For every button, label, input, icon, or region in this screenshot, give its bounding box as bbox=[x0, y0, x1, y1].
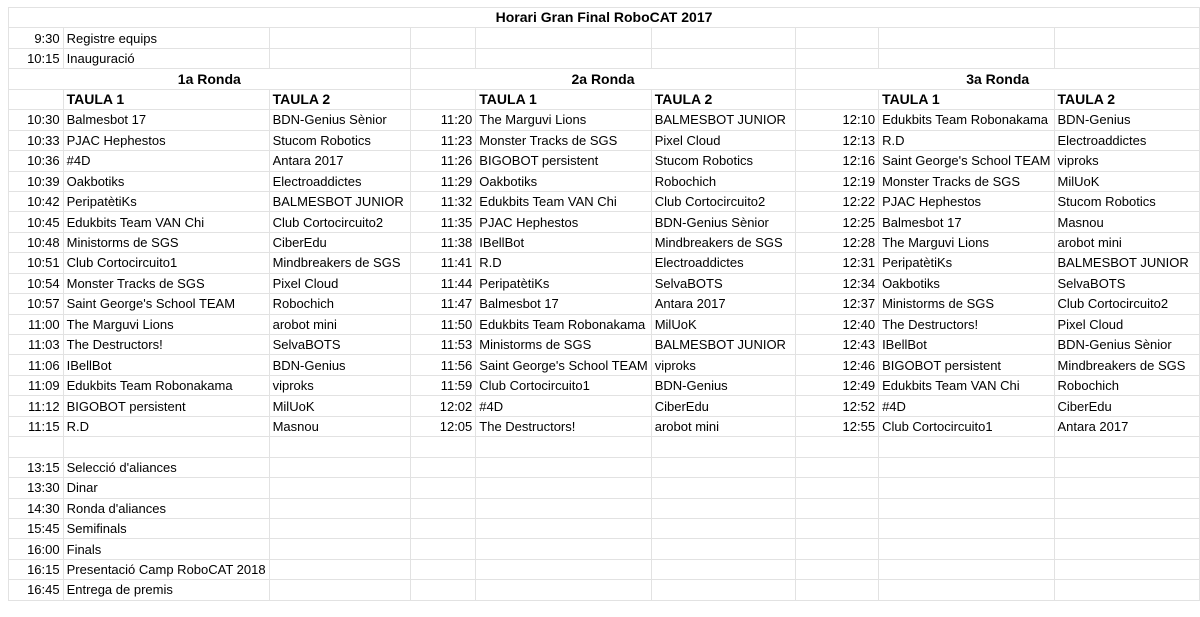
cell-time[interactable]: 14:30 bbox=[9, 498, 64, 518]
cell-team-taula-2[interactable]: BALMESBOT JUNIOR bbox=[1054, 253, 1200, 273]
cell-team-taula-1[interactable]: PJAC Hephestos bbox=[879, 191, 1054, 211]
match-row bbox=[9, 375, 1200, 395]
cell[interactable] bbox=[651, 580, 796, 600]
cell-time[interactable]: 11:47 bbox=[410, 294, 476, 314]
cell-time[interactable]: 12:49 bbox=[796, 375, 879, 395]
cell-time[interactable]: 16:15 bbox=[9, 559, 64, 579]
cell[interactable] bbox=[410, 518, 476, 538]
cell[interactable] bbox=[651, 48, 796, 68]
cell-team-taula-2[interactable]: Mindbreakers de SGS bbox=[269, 253, 410, 273]
cell[interactable] bbox=[476, 48, 651, 68]
cell-team-taula-2[interactable]: Robochich bbox=[651, 171, 796, 191]
cell-team-taula-1[interactable]: Oakbotiks bbox=[879, 273, 1054, 293]
cell-team-taula-1[interactable]: Club Cortocircuito1 bbox=[63, 253, 269, 273]
cell-team-taula-2[interactable]: Pixel Cloud bbox=[269, 273, 410, 293]
round-1-title[interactable]: 1a Ronda bbox=[9, 69, 411, 89]
cell-team-taula-2[interactable]: viproks bbox=[651, 355, 796, 375]
cell-team-taula-2[interactable]: arobot mini bbox=[269, 314, 410, 334]
cell-team-taula-1[interactable]: #4D bbox=[63, 151, 269, 171]
cell-team-taula-2[interactable]: Antara 2017 bbox=[1054, 416, 1200, 436]
cell[interactable] bbox=[410, 498, 476, 518]
cell-team-taula-2[interactable]: MilUoK bbox=[1054, 171, 1200, 191]
cell-team-taula-2[interactable]: BDN-Genius Sènior bbox=[651, 212, 796, 232]
cell[interactable] bbox=[269, 48, 410, 68]
cell[interactable] bbox=[410, 457, 476, 477]
cell[interactable] bbox=[1054, 437, 1200, 457]
cell-time[interactable]: 11:23 bbox=[410, 130, 476, 150]
cell[interactable] bbox=[796, 498, 879, 518]
cell-team-taula-1[interactable]: The Destructors! bbox=[476, 416, 651, 436]
cell[interactable] bbox=[410, 559, 476, 579]
cell-team-taula-1[interactable]: Monster Tracks de SGS bbox=[63, 273, 269, 293]
cell-time[interactable]: 11:32 bbox=[410, 191, 476, 211]
cell[interactable] bbox=[651, 457, 796, 477]
post-event-row bbox=[9, 580, 1200, 600]
cell-event[interactable]: Finals bbox=[63, 539, 269, 559]
cell-time[interactable]: 11:41 bbox=[410, 253, 476, 273]
cell-time[interactable]: 12:13 bbox=[796, 130, 879, 150]
cell-time[interactable]: 12:52 bbox=[796, 396, 879, 416]
cell-time[interactable]: 10:42 bbox=[9, 191, 64, 211]
cell-team-taula-2[interactable]: Electroaddictes bbox=[269, 171, 410, 191]
round-2-title[interactable]: 2a Ronda bbox=[410, 69, 796, 89]
cell-time[interactable]: 12:22 bbox=[796, 191, 879, 211]
cell-time[interactable]: 12:46 bbox=[796, 355, 879, 375]
cell-time[interactable]: 15:45 bbox=[9, 518, 64, 538]
cell-team-taula-2[interactable]: Robochich bbox=[1054, 375, 1200, 395]
taula-header-row bbox=[9, 89, 1200, 109]
cell-team-taula-1[interactable]: PJAC Hephestos bbox=[63, 130, 269, 150]
cell[interactable] bbox=[879, 580, 1054, 600]
cell-team-taula-2[interactable]: viproks bbox=[1054, 151, 1200, 171]
cell[interactable] bbox=[269, 457, 410, 477]
cell-team-taula-1[interactable]: PeripatètiKs bbox=[476, 273, 651, 293]
cell-team-taula-1[interactable]: Monster Tracks de SGS bbox=[879, 171, 1054, 191]
cell-team-taula-1[interactable]: R.D bbox=[879, 130, 1054, 150]
cell-time[interactable]: 11:12 bbox=[9, 396, 64, 416]
cell-team-taula-1[interactable]: Balmesbot 17 bbox=[63, 110, 269, 130]
cell-team-taula-1[interactable]: Monster Tracks de SGS bbox=[476, 130, 651, 150]
cell-time[interactable]: 11:29 bbox=[410, 171, 476, 191]
cell-team-taula-2[interactable]: BDN-Genius Sènior bbox=[269, 110, 410, 130]
cell-team-taula-2[interactable]: arobot mini bbox=[651, 416, 796, 436]
cell-team-taula-2[interactable]: SelvaBOTS bbox=[269, 335, 410, 355]
cell-team-taula-2[interactable]: Masnou bbox=[269, 416, 410, 436]
cell-time[interactable]: 10:54 bbox=[9, 273, 64, 293]
cell-team-taula-1[interactable]: The Destructors! bbox=[879, 314, 1054, 334]
cell-time[interactable]: 11:56 bbox=[410, 355, 476, 375]
cell[interactable] bbox=[796, 89, 879, 109]
cell-time[interactable]: 10:45 bbox=[9, 212, 64, 232]
cell[interactable] bbox=[651, 518, 796, 538]
cell-team-taula-2[interactable]: Robochich bbox=[269, 294, 410, 314]
cell-team-taula-1[interactable]: R.D bbox=[476, 253, 651, 273]
empty-row bbox=[9, 437, 1200, 457]
round-3-taula-1[interactable]: TAULA 1 bbox=[879, 89, 1054, 109]
cell[interactable] bbox=[796, 437, 879, 457]
cell-team-taula-1[interactable]: BIGOBOT persistent bbox=[879, 355, 1054, 375]
cell[interactable] bbox=[1054, 498, 1200, 518]
cell-time[interactable]: 10:48 bbox=[9, 232, 64, 252]
cell-team-taula-2[interactable]: SelvaBOTS bbox=[651, 273, 796, 293]
cell-time[interactable]: 10:36 bbox=[9, 151, 64, 171]
cell-team-taula-1[interactable]: Club Cortocircuito1 bbox=[476, 375, 651, 395]
cell-team-taula-2[interactable]: Antara 2017 bbox=[651, 294, 796, 314]
cell-team-taula-2[interactable]: CiberEdu bbox=[269, 232, 410, 252]
cell-team-taula-2[interactable]: CiberEdu bbox=[651, 396, 796, 416]
match-row bbox=[9, 273, 1200, 293]
cell-team-taula-2[interactable]: BDN-Genius bbox=[269, 355, 410, 375]
cell-time[interactable]: 11:26 bbox=[410, 151, 476, 171]
cell-team-taula-1[interactable]: Ministorms de SGS bbox=[879, 294, 1054, 314]
cell-team-taula-2[interactable]: BDN-Genius bbox=[651, 375, 796, 395]
cell-time[interactable]: 10:51 bbox=[9, 253, 64, 273]
cell-team-taula-2[interactable]: SelvaBOTS bbox=[1054, 273, 1200, 293]
cell[interactable] bbox=[879, 559, 1054, 579]
match-row bbox=[9, 253, 1200, 273]
cell-time[interactable]: 11:44 bbox=[410, 273, 476, 293]
cell-team-taula-1[interactable]: The Marguvi Lions bbox=[879, 232, 1054, 252]
cell-team-taula-2[interactable]: Stucom Robotics bbox=[1054, 191, 1200, 211]
cell-time[interactable]: 10:15 bbox=[9, 48, 64, 68]
cell-event[interactable]: Inauguració bbox=[63, 48, 269, 68]
cell-team-taula-1[interactable]: Edukbits Team Robonakama bbox=[879, 110, 1054, 130]
post-event-row bbox=[9, 498, 1200, 518]
cell-time[interactable]: 11:03 bbox=[9, 335, 64, 355]
round-2-taula-1[interactable]: TAULA 1 bbox=[476, 89, 651, 109]
cell[interactable] bbox=[796, 539, 879, 559]
cell[interactable] bbox=[476, 498, 651, 518]
cell-time[interactable]: 10:30 bbox=[9, 110, 64, 130]
cell[interactable] bbox=[410, 28, 476, 48]
cell[interactable] bbox=[796, 580, 879, 600]
cell-team-taula-1[interactable]: IBellBot bbox=[879, 335, 1054, 355]
cell[interactable] bbox=[879, 498, 1054, 518]
cell[interactable] bbox=[410, 48, 476, 68]
cell[interactable] bbox=[651, 437, 796, 457]
cell-team-taula-2[interactable]: Stucom Robotics bbox=[269, 130, 410, 150]
cell-team-taula-1[interactable]: BIGOBOT persistent bbox=[63, 396, 269, 416]
cell-time[interactable]: 11:00 bbox=[9, 314, 64, 334]
cell[interactable] bbox=[476, 539, 651, 559]
cell[interactable] bbox=[9, 89, 64, 109]
round-1-taula-2[interactable]: TAULA 2 bbox=[269, 89, 410, 109]
cell[interactable] bbox=[410, 437, 476, 457]
match-row bbox=[9, 212, 1200, 232]
cell-team-taula-1[interactable]: Edukbits Team Robonakama bbox=[63, 375, 269, 395]
cell[interactable] bbox=[1054, 48, 1200, 68]
cell-time[interactable]: 13:15 bbox=[9, 457, 64, 477]
cell[interactable] bbox=[269, 580, 410, 600]
cell-team-taula-1[interactable]: Balmesbot 17 bbox=[879, 212, 1054, 232]
cell[interactable] bbox=[269, 498, 410, 518]
cell-time[interactable]: 13:30 bbox=[9, 478, 64, 498]
pre-event-row bbox=[9, 48, 1200, 68]
cell[interactable] bbox=[796, 457, 879, 477]
match-row bbox=[9, 416, 1200, 436]
cell-time[interactable]: 11:15 bbox=[9, 416, 64, 436]
cell-time[interactable]: 11:53 bbox=[410, 335, 476, 355]
cell-team-taula-1[interactable]: Edukbits Team Robonakama bbox=[476, 314, 651, 334]
cell-team-taula-2[interactable]: arobot mini bbox=[1054, 232, 1200, 252]
cell[interactable] bbox=[796, 518, 879, 538]
cell-team-taula-2[interactable]: Masnou bbox=[1054, 212, 1200, 232]
cell-team-taula-2[interactable]: Electroaddictes bbox=[651, 253, 796, 273]
cell[interactable] bbox=[269, 478, 410, 498]
cell-team-taula-1[interactable]: Saint George's School TEAM bbox=[476, 355, 651, 375]
cell-team-taula-1[interactable]: Edukbits Team VAN Chi bbox=[879, 375, 1054, 395]
cell-team-taula-1[interactable]: #4D bbox=[879, 396, 1054, 416]
cell-team-taula-2[interactable]: CiberEdu bbox=[1054, 396, 1200, 416]
cell-time[interactable]: 11:06 bbox=[9, 355, 64, 375]
match-row bbox=[9, 151, 1200, 171]
cell-time[interactable]: 12:37 bbox=[796, 294, 879, 314]
cell-team-taula-1[interactable]: R.D bbox=[63, 416, 269, 436]
post-event-row bbox=[9, 539, 1200, 559]
cell-team-taula-1[interactable]: The Marguvi Lions bbox=[476, 110, 651, 130]
cell-time[interactable]: 10:57 bbox=[9, 294, 64, 314]
cell-time[interactable]: 12:55 bbox=[796, 416, 879, 436]
cell[interactable] bbox=[879, 457, 1054, 477]
cell-team-taula-2[interactable]: Pixel Cloud bbox=[651, 130, 796, 150]
cell[interactable] bbox=[1054, 457, 1200, 477]
match-row bbox=[9, 314, 1200, 334]
cell-team-taula-1[interactable]: BIGOBOT persistent bbox=[476, 151, 651, 171]
cell-time[interactable]: 9:30 bbox=[9, 28, 64, 48]
cell-team-taula-2[interactable]: Stucom Robotics bbox=[651, 151, 796, 171]
cell[interactable] bbox=[1054, 28, 1200, 48]
cell-team-taula-2[interactable]: MilUoK bbox=[651, 314, 796, 334]
cell[interactable] bbox=[651, 28, 796, 48]
cell[interactable] bbox=[879, 518, 1054, 538]
cell[interactable] bbox=[879, 48, 1054, 68]
cell-time[interactable]: 10:33 bbox=[9, 130, 64, 150]
match-row bbox=[9, 355, 1200, 375]
match-row bbox=[9, 294, 1200, 314]
cell-team-taula-1[interactable]: Ministorms de SGS bbox=[476, 335, 651, 355]
cell[interactable] bbox=[476, 580, 651, 600]
match-row bbox=[9, 130, 1200, 150]
cell-team-taula-2[interactable]: BDN-Genius bbox=[1054, 110, 1200, 130]
cell[interactable] bbox=[796, 478, 879, 498]
cell[interactable] bbox=[1054, 539, 1200, 559]
cell-team-taula-2[interactable]: Mindbreakers de SGS bbox=[1054, 355, 1200, 375]
cell-team-taula-1[interactable]: IBellBot bbox=[63, 355, 269, 375]
cell[interactable] bbox=[476, 457, 651, 477]
round-2-taula-2[interactable]: TAULA 2 bbox=[651, 89, 796, 109]
post-event-row bbox=[9, 518, 1200, 538]
cell-team-taula-1[interactable]: PeripatètiKs bbox=[879, 253, 1054, 273]
post-event-row bbox=[9, 457, 1200, 477]
cell-team-taula-2[interactable]: Pixel Cloud bbox=[1054, 314, 1200, 334]
cell-time[interactable]: 11:09 bbox=[9, 375, 64, 395]
cell-event[interactable]: Entrega de premis bbox=[63, 580, 269, 600]
cell-team-taula-1[interactable]: Saint George's School TEAM bbox=[879, 151, 1054, 171]
cell[interactable] bbox=[796, 559, 879, 579]
cell[interactable] bbox=[651, 559, 796, 579]
match-row bbox=[9, 335, 1200, 355]
cell-event[interactable]: Semifinals bbox=[63, 518, 269, 538]
cell-team-taula-2[interactable]: BALMESBOT JUNIOR bbox=[269, 191, 410, 211]
cell-time[interactable]: 11:35 bbox=[410, 212, 476, 232]
cell-team-taula-1[interactable]: Balmesbot 17 bbox=[476, 294, 651, 314]
post-event-row bbox=[9, 478, 1200, 498]
cell-team-taula-1[interactable]: Edukbits Team VAN Chi bbox=[476, 191, 651, 211]
cell[interactable] bbox=[410, 89, 476, 109]
cell-team-taula-1[interactable]: #4D bbox=[476, 396, 651, 416]
cell-time[interactable]: 16:00 bbox=[9, 539, 64, 559]
cell-team-taula-1[interactable]: PeripatètiKs bbox=[63, 191, 269, 211]
cell-team-taula-1[interactable]: Oakbotiks bbox=[63, 171, 269, 191]
cell[interactable] bbox=[63, 437, 269, 457]
cell-time[interactable]: 12:28 bbox=[796, 232, 879, 252]
cell[interactable] bbox=[476, 559, 651, 579]
cell-team-taula-2[interactable]: BALMESBOT JUNIOR bbox=[651, 110, 796, 130]
cell-team-taula-1[interactable]: Club Cortocircuito1 bbox=[879, 416, 1054, 436]
cell-time[interactable]: 12:10 bbox=[796, 110, 879, 130]
match-row bbox=[9, 110, 1200, 130]
cell[interactable] bbox=[796, 48, 879, 68]
cell-time[interactable]: 10:39 bbox=[9, 171, 64, 191]
cell-event[interactable]: Registre equips bbox=[63, 28, 269, 48]
cell-team-taula-2[interactable]: Club Cortocircuito2 bbox=[1054, 294, 1200, 314]
cell[interactable] bbox=[410, 539, 476, 559]
cell[interactable] bbox=[879, 478, 1054, 498]
schedule-sheet bbox=[8, 7, 1200, 601]
cell[interactable] bbox=[651, 498, 796, 518]
cell-team-taula-1[interactable]: Edukbits Team VAN Chi bbox=[63, 212, 269, 232]
cell[interactable] bbox=[476, 437, 651, 457]
cell[interactable] bbox=[269, 28, 410, 48]
cell[interactable] bbox=[796, 28, 879, 48]
round-3-title[interactable]: 3a Ronda bbox=[796, 69, 1200, 89]
cell-time[interactable]: 12:31 bbox=[796, 253, 879, 273]
cell[interactable] bbox=[476, 28, 651, 48]
pre-event-row bbox=[9, 28, 1200, 48]
cell-team-taula-2[interactable]: viproks bbox=[269, 375, 410, 395]
cell-team-taula-1[interactable]: The Destructors! bbox=[63, 335, 269, 355]
cell-event[interactable]: Dinar bbox=[63, 478, 269, 498]
cell[interactable] bbox=[651, 539, 796, 559]
cell-time[interactable]: 12:05 bbox=[410, 416, 476, 436]
cell-team-taula-2[interactable]: Club Cortocircuito2 bbox=[651, 191, 796, 211]
cell[interactable] bbox=[476, 478, 651, 498]
cell[interactable] bbox=[269, 559, 410, 579]
cell-time[interactable]: 12:02 bbox=[410, 396, 476, 416]
cell-team-taula-2[interactable]: Antara 2017 bbox=[269, 151, 410, 171]
cell[interactable] bbox=[1054, 559, 1200, 579]
match-row bbox=[9, 171, 1200, 191]
cell-team-taula-1[interactable]: The Marguvi Lions bbox=[63, 314, 269, 334]
cell-time[interactable]: 16:45 bbox=[9, 580, 64, 600]
cell-time[interactable]: 12:25 bbox=[796, 212, 879, 232]
cell[interactable] bbox=[1054, 478, 1200, 498]
cell[interactable] bbox=[410, 478, 476, 498]
cell[interactable] bbox=[269, 518, 410, 538]
match-row bbox=[9, 396, 1200, 416]
cell-team-taula-1[interactable]: PJAC Hephestos bbox=[476, 212, 651, 232]
cell[interactable] bbox=[269, 539, 410, 559]
cell-time[interactable]: 12:34 bbox=[796, 273, 879, 293]
cell-team-taula-2[interactable]: MilUoK bbox=[269, 396, 410, 416]
cell-team-taula-2[interactable]: BALMESBOT JUNIOR bbox=[651, 335, 796, 355]
cell-time[interactable]: 12:40 bbox=[796, 314, 879, 334]
cell-time[interactable]: 11:50 bbox=[410, 314, 476, 334]
cell[interactable] bbox=[1054, 580, 1200, 600]
cell-team-taula-2[interactable]: Mindbreakers de SGS bbox=[651, 232, 796, 252]
match-row bbox=[9, 191, 1200, 211]
cell-team-taula-2[interactable]: Club Cortocircuito2 bbox=[269, 212, 410, 232]
cell-time[interactable]: 11:59 bbox=[410, 375, 476, 395]
round-header-row bbox=[9, 69, 1200, 89]
cell-team-taula-1[interactable]: IBellBot bbox=[476, 232, 651, 252]
cell-event[interactable]: Selecció d'aliances bbox=[63, 457, 269, 477]
cell[interactable] bbox=[9, 437, 64, 457]
cell[interactable] bbox=[879, 28, 1054, 48]
page-title[interactable]: Horari Gran Final RoboCAT 2017 bbox=[9, 8, 1200, 28]
cell-event[interactable]: Ronda d'aliances bbox=[63, 498, 269, 518]
cell-event[interactable]: Presentació Camp RoboCAT 2018 bbox=[63, 559, 269, 579]
cell[interactable] bbox=[879, 539, 1054, 559]
cell-team-taula-2[interactable]: Electroaddictes bbox=[1054, 130, 1200, 150]
cell-team-taula-1[interactable]: Oakbotiks bbox=[476, 171, 651, 191]
cell-team-taula-1[interactable]: Saint George's School TEAM bbox=[63, 294, 269, 314]
cell[interactable] bbox=[269, 437, 410, 457]
cell[interactable] bbox=[879, 437, 1054, 457]
cell-time[interactable]: 11:38 bbox=[410, 232, 476, 252]
cell-time[interactable]: 12:43 bbox=[796, 335, 879, 355]
cell[interactable] bbox=[410, 580, 476, 600]
cell[interactable] bbox=[476, 518, 651, 538]
cell[interactable] bbox=[1054, 518, 1200, 538]
cell[interactable] bbox=[651, 478, 796, 498]
cell-team-taula-2[interactable]: BDN-Genius Sènior bbox=[1054, 335, 1200, 355]
match-row bbox=[9, 232, 1200, 252]
round-3-taula-2[interactable]: TAULA 2 bbox=[1054, 89, 1200, 109]
cell-time[interactable]: 12:19 bbox=[796, 171, 879, 191]
post-event-row bbox=[9, 559, 1200, 579]
cell-team-taula-1[interactable]: Ministorms de SGS bbox=[63, 232, 269, 252]
round-1-taula-1[interactable]: TAULA 1 bbox=[63, 89, 269, 109]
cell-time[interactable]: 12:16 bbox=[796, 151, 879, 171]
cell-time[interactable]: 11:20 bbox=[410, 110, 476, 130]
